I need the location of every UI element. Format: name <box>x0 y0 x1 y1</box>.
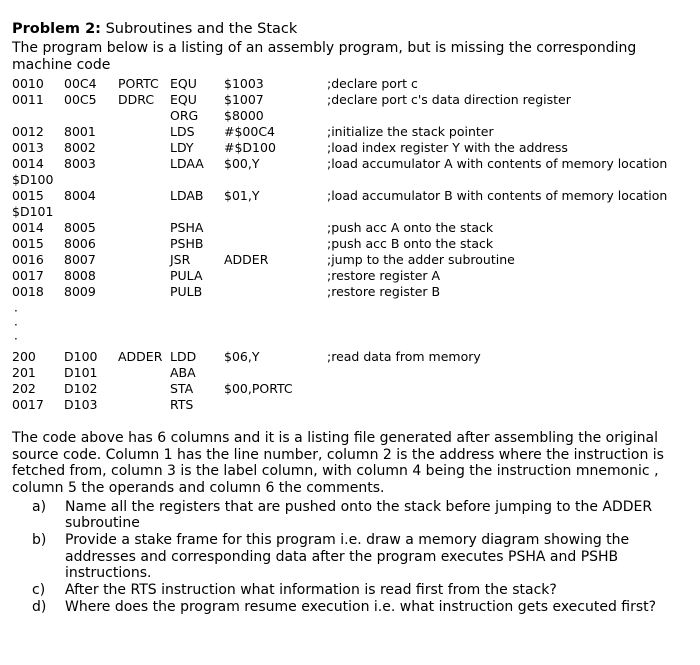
problem-intro: The program below is a listing of an assembly program, but is missing the corresponding machine code <box>12 40 637 73</box>
listing-comment-wrap: $D100 <box>12 172 54 187</box>
listing-line-number: 0016 <box>12 252 44 267</box>
listing-line-number: 0017 <box>12 397 44 412</box>
listing-mnemonic: LDS <box>170 124 195 139</box>
listing-mnemonic: PSHB <box>170 236 204 251</box>
listing-mnemonic: PSHA <box>170 220 204 235</box>
problem-title <box>12 20 297 38</box>
listing-operand: $01,Y <box>224 188 260 203</box>
question-text: After the RTS instruction what information is read first from the stack? <box>65 582 557 599</box>
listing-address: D100 <box>64 349 98 364</box>
listing-operand: $00,Y <box>224 156 260 171</box>
listing-address: 8003 <box>64 156 96 171</box>
listing-comment: ;restore register B <box>327 284 441 299</box>
listing-line-number: 0014 <box>12 156 44 171</box>
listing-mnemonic: PULA <box>170 268 203 283</box>
listing-address: 8007 <box>64 252 96 267</box>
question-marker: d) <box>32 599 47 616</box>
question-text: Provide a stake frame for this program i.e. draw a memory diagram showing the addresses and corresponding data after the program executes PSHA and PSHB instructions. <box>65 532 630 581</box>
listing-label: ADDER <box>118 349 163 364</box>
listing-address: 8001 <box>64 124 96 139</box>
question-item <box>32 499 692 531</box>
listing-address: D103 <box>64 397 98 412</box>
listing-address: 8004 <box>64 188 96 203</box>
listing-comment: ;jump to the adder subroutine <box>327 252 515 267</box>
listing-operand: $1007 <box>224 92 264 107</box>
listing-description: The code above has 6 columns and it is a listing file generated after assembling the original source code. Column 1 has the line number, column 2 is the address where the instruction is fetched from, column 3 is the label column, with column 4 being the instruction mnemonic , column 5 the operands and column 6 the comments. <box>12 430 664 496</box>
listing-mnemonic: EQU <box>170 76 197 91</box>
listing-comment: ;load index register Y with the address <box>327 140 568 155</box>
listing-comment: ;read data from memory <box>327 349 481 364</box>
listing-line-number: 0012 <box>12 124 44 139</box>
listing-operand: $8000 <box>224 108 264 123</box>
listing-address: 8002 <box>64 140 96 155</box>
listing-label: PORTC <box>118 76 159 91</box>
listing-line-number: 201 <box>12 365 36 380</box>
question-text: Name all the registers that are pushed onto the stack before jumping to the ADDER subroutine <box>65 499 653 532</box>
listing-line-number: 0015 <box>12 236 44 251</box>
listing-line-number: 0013 <box>12 140 44 155</box>
listing-mnemonic: LDAB <box>170 188 204 203</box>
listing-comment: ;load accumulator A with contents of memory location <box>327 156 668 171</box>
question-item <box>32 599 692 615</box>
question-item <box>32 582 692 598</box>
listing-line-number: 0011 <box>12 92 44 107</box>
listing-address: 8008 <box>64 268 96 283</box>
question-item <box>32 532 692 581</box>
listing-mnemonic: STA <box>170 381 194 396</box>
listing-operand: $1003 <box>224 76 264 91</box>
listing-comment: ;push acc B onto the stack <box>327 236 494 251</box>
listing-comment-wrap: $D101 <box>12 204 54 219</box>
assembly-listing <box>12 76 692 436</box>
listing-address: 8009 <box>64 284 96 299</box>
listing-mnemonic: JSR <box>170 252 191 267</box>
listing-operand: #$00C4 <box>224 124 276 139</box>
question-list <box>32 499 692 616</box>
listing-line-number: 0015 <box>12 188 44 203</box>
listing-address: 00C5 <box>64 92 97 107</box>
ellipsis-dot: · <box>14 318 18 332</box>
listing-line-number: 202 <box>12 381 36 396</box>
listing-operand: $00,PORTC <box>224 381 293 396</box>
listing-line-number: 0017 <box>12 268 44 283</box>
listing-comment: ;initialize the stack pointer <box>327 124 494 139</box>
listing-line-number: 0014 <box>12 220 44 235</box>
listing-mnemonic: ORG <box>170 108 199 123</box>
listing-line-number: 0018 <box>12 284 44 299</box>
listing-mnemonic: LDD <box>170 349 197 364</box>
listing-mnemonic: RTS <box>170 397 194 412</box>
listing-comment: ;declare port c <box>327 76 418 91</box>
listing-mnemonic: ABA <box>170 365 196 380</box>
listing-address: 8005 <box>64 220 96 235</box>
listing-address: 00C4 <box>64 76 97 91</box>
question-marker: c) <box>32 582 46 599</box>
listing-address: D101 <box>64 365 98 380</box>
listing-mnemonic: LDAA <box>170 156 204 171</box>
listing-operand: $06,Y <box>224 349 260 364</box>
listing-operand: #$D100 <box>224 140 276 155</box>
ellipsis-dot: · <box>14 304 18 318</box>
listing-mnemonic: EQU <box>170 92 197 107</box>
question-marker: b) <box>32 532 47 549</box>
listing-comment: ;push acc A onto the stack <box>327 220 494 235</box>
listing-address: 8006 <box>64 236 96 251</box>
ellipsis-dot: · <box>14 332 18 346</box>
question-marker: a) <box>32 499 47 515</box>
listing-mnemonic: PULB <box>170 284 203 299</box>
question-text: Where does the program resume execution i.e. what instruction gets executed first? <box>65 599 657 616</box>
listing-comment: ;declare port c's data direction register <box>327 92 571 107</box>
listing-line-number: 200 <box>12 349 36 364</box>
listing-comment: ;restore register A <box>327 268 441 283</box>
problem-topic: Subroutines and the Stack <box>100 21 298 37</box>
listing-operand: ADDER <box>224 252 269 267</box>
listing-label: DDRC <box>118 92 155 107</box>
listing-address: D102 <box>64 381 98 396</box>
listing-comment: ;load accumulator B with contents of memory location <box>327 188 668 203</box>
problem-number: Problem 2: <box>12 21 101 37</box>
listing-mnemonic: LDY <box>170 140 194 155</box>
listing-line-number: 0010 <box>12 76 44 91</box>
